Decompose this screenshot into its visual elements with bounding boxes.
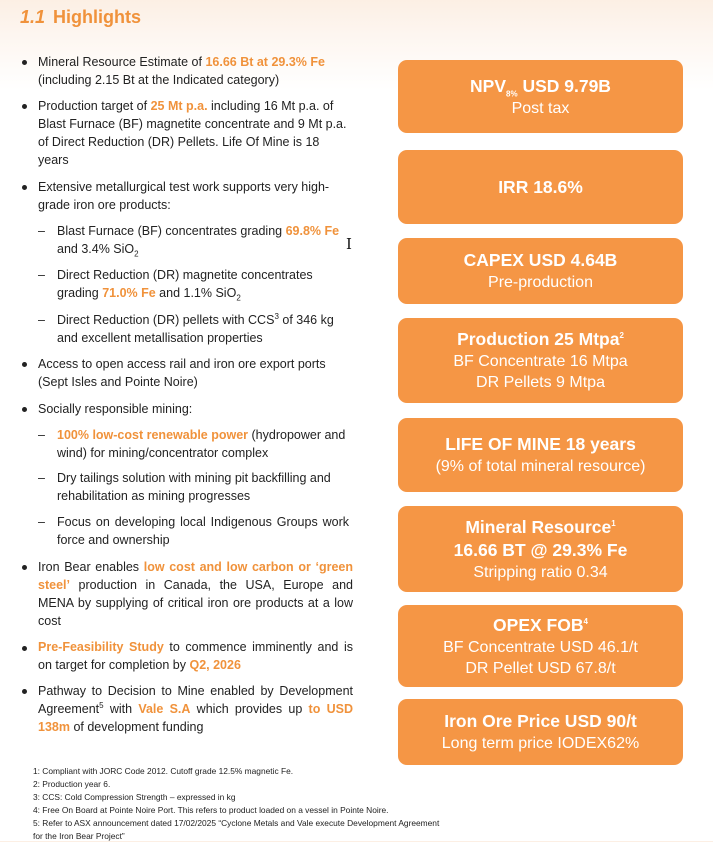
stripping-ratio: Stripping ratio 0.34 (473, 563, 608, 581)
footnote-5: 5: Refer to ASX announcement dated 17/02/2025 “Cyclone Metals and Vale execute Development Agreement (33, 818, 440, 828)
subbullet-tailings: Dry tailings solution with mining pit backfilling and rehabilitation as mining progresses (57, 471, 331, 503)
opex-dr: DR Pellet USD 67.8/t (465, 659, 616, 677)
bullet-dot (22, 565, 27, 570)
capex-note: Pre-production (488, 274, 593, 291)
irr-value: IRR 18.6% (498, 176, 583, 197)
life-of-mine-card (398, 418, 683, 492)
footnote-4: 4: Free On Board at Pointe Noire Port. This refers to product loaded on a vessel in Pointe Noire. (33, 805, 389, 815)
price-note: Long term price IODEX62% (441, 735, 640, 752)
subbullet-dr-pellets: Direct Reduction (DR) pellets with CCS$^3$ of 346 kg and excellent metallisation properties (57, 311, 334, 345)
bullet-social: Socially responsible mining: (38, 402, 193, 416)
subbullet-dr-concentrate: Direct Reduction (DR) magnetite concentrates grading 71.0% Fe and 1.1% SiO$_2$ (57, 268, 313, 303)
bullet-pathway: Pathway to Decision to Mine enabled by Development Agreement$^5$ with Vale S.A which provides up to USD 138m of development funding (38, 684, 353, 734)
dash-marker: – (38, 224, 45, 238)
lom-value: LIFE OF MINE 18 years (445, 434, 636, 454)
dash-marker: – (38, 268, 45, 282)
section-heading: Highlights (53, 7, 142, 27)
bullet-dot (22, 362, 27, 367)
footnote-1: 1: Compliant with JORC Code 2012. Cutoff grade 12.5% magnetic Fe. (33, 766, 294, 776)
bullet-access: Access to open access rail and iron ore export ports (Sept Isles and Pointe Noire) (38, 357, 326, 389)
bullet-pfs: Pre-Feasibility Study to commence imminently and is on target for completion by Q2, 2026 (38, 640, 353, 672)
bullet-dot (22, 104, 27, 109)
bullet-resource: Mineral Resource Estimate of 16.66 Bt at 29.3% Fe (including 2.15 Bt at the Indicated category) (38, 55, 325, 87)
section-number: 1.1 (20, 7, 46, 27)
footnote-2: 2: Production year 6. (33, 779, 111, 789)
lom-note: (9% of total mineral resource) (435, 458, 646, 475)
capex-value: CAPEX USD 4.64B (463, 250, 618, 270)
opex-bf: BF Concentrate USD 46.1/t (443, 638, 638, 656)
bullet-testwork: Extensive metallurgical test work supports very high-grade iron ore products: (38, 180, 330, 212)
subbullet-renewable: 100% low-cost renewable power (hydropower and wind) for mining/concentrator complex (57, 428, 346, 460)
price-value: Iron Ore Price USD 90/t (444, 711, 637, 731)
bullet-dot (22, 689, 27, 694)
opex-card (398, 605, 683, 687)
production-value: Production 25 Mtpa$^2$ (457, 329, 624, 349)
npv-note: Post tax (511, 99, 570, 117)
dash-marker: – (38, 515, 45, 529)
subbullet-indigenous: Focus on developing local Indigenous Groups work force and ownership (57, 515, 349, 547)
npv-card (398, 60, 683, 133)
opex-title: OPEX FOB$^4$ (493, 614, 588, 635)
production-bf: BF Concentrate 16 Mtpa (453, 353, 628, 370)
production-dr: DR Pellets 9 Mtpa (476, 374, 605, 391)
bullet-dot (22, 60, 27, 65)
subbullet-bf-concentrate: Blast Furnace (BF) concentrates grading 69.8% Fe and 3.4% SiO$_2$ (57, 224, 340, 259)
irr-card (398, 150, 683, 224)
bullet-dot (22, 185, 27, 190)
footnote-3: 3: CCS: Cold Compression Strength – expressed in kg (33, 792, 236, 802)
bullet-production: Production target of 25 Mt p.a. including 16 Mt p.a. of Blast Furnace (BF) magnetite concentrate and 9 Mt p.a. of Direct Reduction (DR) Pellets. Life Of Mine is 18 years (38, 99, 347, 167)
dash-marker: – (38, 313, 45, 327)
bullet-dot (22, 646, 27, 651)
bullet-green-steel: Iron Bear enables low cost and low carbon or ‘green steel’ production in Canada, the USA, Europe and MENA by supplying of critical iron ore products at a low cost (38, 560, 353, 628)
resource-title: Mineral Resource$^1$ (465, 516, 616, 537)
capex-card (398, 238, 683, 304)
resource-value: 16.66 BT @ 29.3% Fe (453, 539, 628, 560)
text-cursor-icon: I (346, 235, 352, 253)
iron-ore-price-card (398, 699, 683, 765)
footnote-5-cont: for the Iron Bear Project” (33, 831, 125, 841)
npv-value: $NPV_{8\%}$ USD 9.79B (470, 75, 611, 98)
dash-marker: – (38, 428, 45, 442)
dash-marker: – (38, 471, 45, 485)
bullet-dot (22, 407, 27, 412)
section-title (20, 7, 141, 28)
production-card (398, 318, 683, 403)
mineral-resource-card (398, 506, 683, 592)
